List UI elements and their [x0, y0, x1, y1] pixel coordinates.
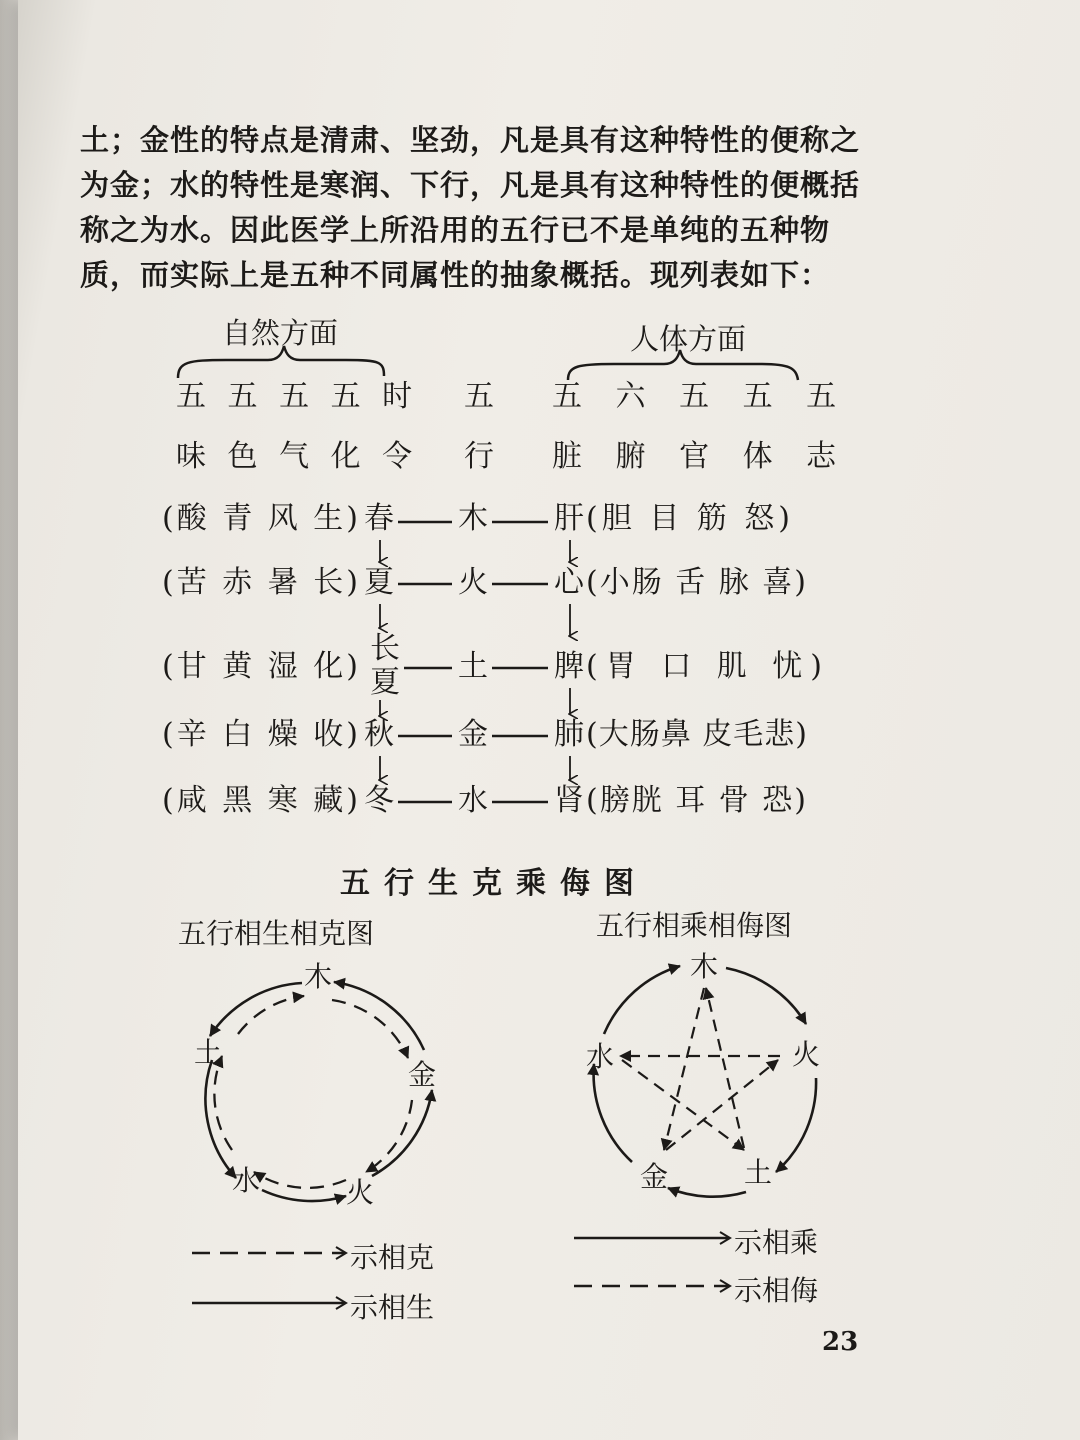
row-organ: 心	[554, 565, 584, 600]
row-element: 金	[458, 717, 488, 752]
node-mu: 木	[690, 950, 719, 983]
row-organ: 肾	[554, 783, 584, 818]
body-heading: 人体方面	[630, 322, 747, 356]
node-jin: 金	[408, 1058, 437, 1091]
row-season: 长夏	[370, 631, 400, 700]
row-season: 秋	[364, 717, 394, 752]
legend-ke: 示相克	[350, 1241, 435, 1274]
node-huo: 火	[346, 1176, 375, 1209]
nature-header-row2: 味 色 气 化 令	[176, 439, 419, 474]
node-huo: 火	[792, 1038, 821, 1071]
legend-sheng: 示相生	[350, 1291, 435, 1324]
row-nature: (苦 赤 暑 长)	[162, 565, 362, 600]
page-number: 23	[822, 1327, 859, 1357]
row-body: (胃 口 肌 忧)	[586, 649, 831, 684]
element-header-2: 行	[464, 439, 494, 474]
row-organ: 肝	[554, 501, 584, 536]
node-shui: 水	[586, 1040, 615, 1073]
row-season: 夏	[364, 565, 394, 600]
left-diagram-title: 五行相生相克图	[178, 917, 375, 950]
node-tu: 土	[744, 1156, 773, 1189]
node-jin: 金	[640, 1160, 669, 1193]
legend-wu: 示相侮	[734, 1274, 819, 1307]
nature-header-row1: 五 五 五 五 时	[176, 379, 419, 414]
row-element: 木	[458, 501, 488, 536]
row-season: 冬	[364, 783, 394, 818]
body-header-row1: 五 六 五 五 五	[552, 379, 849, 414]
row-body: (胆 目 筋 怒)	[586, 501, 795, 536]
body-paragraph: 土；金性的特点是清肃、坚劲，凡是具有这种特性的便称之为金；水的特性是寒润、下行，凡是具有这种特性的便概括称之为水。因此医学上所沿用的五行已不是单纯的五种物质，而实际上是五种不同属性的抽象概括。现列表如下：	[80, 123, 861, 292]
legend-cheng: 示相乘	[734, 1226, 819, 1259]
right-diagram-title: 五行相乘相侮图	[596, 909, 793, 942]
node-shui: 水	[232, 1164, 261, 1197]
row-nature: (酸 青 风 生)	[162, 501, 362, 536]
node-tu: 土	[194, 1036, 223, 1069]
row-element: 土	[458, 649, 488, 684]
row-season: 春	[364, 501, 394, 536]
row-organ: 脾	[554, 649, 584, 684]
nature-heading: 自然方面	[222, 316, 339, 350]
row-nature: (辛 白 燥 收)	[162, 717, 362, 752]
row-element: 火	[458, 565, 488, 600]
row-nature: (咸 黑 寒 藏)	[162, 783, 362, 818]
row-element: 水	[458, 783, 488, 818]
row-nature: (甘 黄 湿 化)	[162, 649, 362, 684]
row-body: (大肠鼻 皮毛悲)	[586, 717, 808, 752]
row-organ: 肺	[554, 717, 584, 752]
row-body: (膀胱 耳 骨 恐)	[586, 783, 809, 818]
row-body: (小肠 舌 脉 喜)	[586, 565, 809, 600]
body-header-row2: 脏 腑 官 体 志	[552, 439, 849, 474]
element-header-1: 五	[464, 379, 494, 414]
node-mu: 木	[304, 960, 333, 993]
figure-title: 五行生克乘侮图	[340, 866, 648, 901]
